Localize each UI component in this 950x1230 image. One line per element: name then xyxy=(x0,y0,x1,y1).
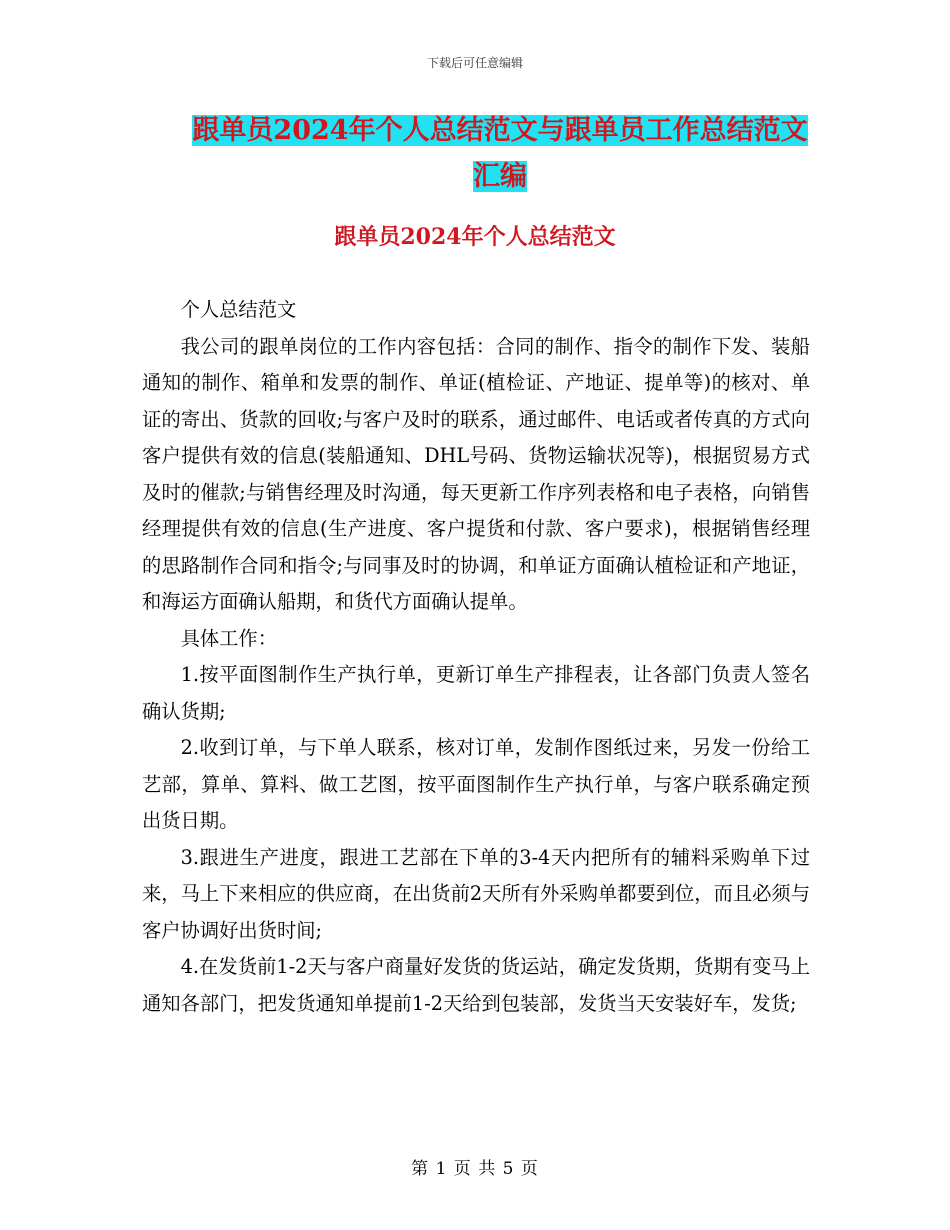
paragraph: 1.按平面图制作生产执行单，更新订单生产排程表，让各部门负责人签名确认货期; xyxy=(142,663,810,723)
document-title xyxy=(190,108,810,200)
document-title-text: 跟单员2024年个人总结范文与跟单员工作总结范文汇编 xyxy=(192,115,808,192)
document-body xyxy=(142,292,810,1022)
page-footer: 第 1 页 共 5 页 xyxy=(411,1159,539,1179)
paragraph: 3.跟进生产进度，跟进工艺部在下单的3-4天内把所有的辅料采购单下过来，马上下来相应的供应商，在出货前2天所有外采购单都要到位，而且必须与客户协调好出货时间; xyxy=(142,845,810,942)
section-title: 跟单员2024年个人总结范文 xyxy=(334,224,616,250)
paragraph: 我公司的跟单岗位的工作内容包括：合同的制作、指令的制作下发、装船通知的制作、箱单和发票的制作、单证(植检证、产地证、提单等)的核对、单证的寄出、货款的回收;与客户及时的联系，通过邮件、电话或者传真的方式向客户提供有效的信息(装船通知、DHL号码、货物运输状况等)，根据贸易方式及时的催款;与销售经理及时沟通，每天更新工作序列表格和电子表格，向销售经理提供有效的信息(生产进度、客户提货和付款、客户要求)，根据销售经理的思路制作合同和指令;与同事及时的协调，和单证方面确认植检证和产地证，和海运方面确认船期，和货代方面确认提单。 xyxy=(142,334,810,613)
paragraph: 个人总结范文 xyxy=(180,298,297,321)
page-header-note: 下载后可任意编辑 xyxy=(426,56,523,70)
paragraph: 具体工作： xyxy=(180,626,277,650)
paragraph: 4.在发货前1-2天与客户商量好发货的货运站，确定发货期，货期有变马上通知各部门，把发货通知单提前1-2天给到包装部，发货当天安装好车，发货; xyxy=(142,955,810,1015)
paragraph: 2.收到订单，与下单人联系，核对订单，发制作图纸过来，另发一份给工艺部，算单、算料、做工艺图，按平面图制作生产执行单，与客户联系确定预出货日期。 xyxy=(142,736,810,832)
